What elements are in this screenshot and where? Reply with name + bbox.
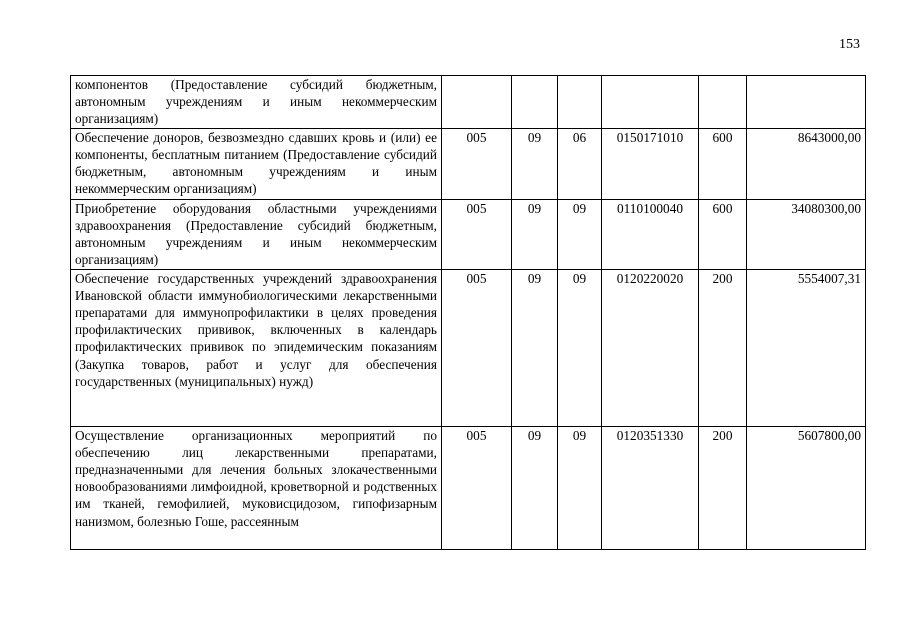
- expense-type-cell: 200: [699, 269, 747, 426]
- subsection-cell: 06: [558, 128, 602, 199]
- section-cell: 09: [512, 269, 558, 426]
- subsection-cell: 09: [558, 269, 602, 426]
- target-article-cell: 0110100040: [602, 199, 699, 269]
- table-row: [71, 76, 866, 129]
- code-cell: 005: [442, 128, 512, 199]
- description-cell: Обеспечение государственных учреждений здравоохранения Ивановской области иммунобиологическими лекарственными препаратами для иммунопрофилактики в целях проведения профилактических прививок, включенных в календарь профилактических прививок по эпидемическим показаниям (Закупка товаров, работ и услуг для обеспечения государственных (муниципальных) нужд): [71, 269, 442, 426]
- code-cell: 005: [442, 269, 512, 426]
- expense-type-cell: 600: [699, 199, 747, 269]
- code-cell: 005: [442, 199, 512, 269]
- amount-cell: 34080300,00: [747, 199, 866, 269]
- subsection-cell: 09: [558, 426, 602, 549]
- expense-type-cell: [699, 76, 747, 129]
- description-cell: Приобретение оборудования областными учреждениями здравоохранения (Предоставление субсидий бюджетным, автономным учреждениям и иным некоммерческим организациям): [71, 199, 442, 269]
- amount-cell: [747, 76, 866, 129]
- expense-type-cell: 200: [699, 426, 747, 549]
- section-cell: 09: [512, 199, 558, 269]
- amount-cell: 5554007,31: [747, 269, 866, 426]
- budget-table: [70, 75, 866, 550]
- target-article-cell: 0120351330: [602, 426, 699, 549]
- subsection-cell: [558, 76, 602, 129]
- target-article-cell: 0150171010: [602, 128, 699, 199]
- description-cell: Осуществление организационных мероприятий по обеспечению лиц лекарственными препаратами, предназначенными для лечения больных злокачественными новообразованиями лимфоидной, кроветворной и родственных им тканей, гемофилией, муковисцидозом, гипофизарным нанизмом, болезнью Гоше, рассеянным: [71, 426, 442, 549]
- amount-cell: 5607800,00: [747, 426, 866, 549]
- page-number: 153: [839, 37, 860, 52]
- section-cell: 09: [512, 128, 558, 199]
- table-row: [71, 128, 866, 199]
- section-cell: [512, 76, 558, 129]
- target-article-cell: [602, 76, 699, 129]
- section-cell: 09: [512, 426, 558, 549]
- code-cell: 005: [442, 426, 512, 549]
- table-row: [71, 426, 866, 549]
- description-cell: компонентов (Предоставление субсидий бюджетным, автономным учреждениям и иным некоммерческим организациям): [71, 76, 442, 129]
- subsection-cell: 09: [558, 199, 602, 269]
- target-article-cell: 0120220020: [602, 269, 699, 426]
- expense-type-cell: 600: [699, 128, 747, 199]
- description-cell: Обеспечение доноров, безвозмездно сдавших кровь и (или) ее компоненты, бесплатным питанием (Предоставление субсидий бюджетным, автономным учреждениям и иным некоммерческим организациям): [71, 128, 442, 199]
- table-row: [71, 269, 866, 426]
- amount-cell: 8643000,00: [747, 128, 866, 199]
- code-cell: [442, 76, 512, 129]
- table-row: [71, 199, 866, 269]
